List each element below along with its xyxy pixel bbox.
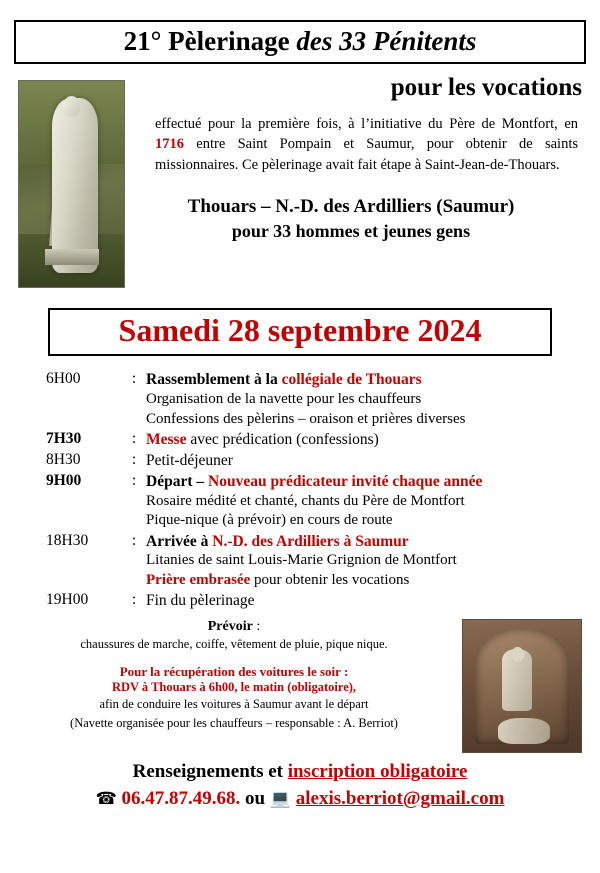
schedule-row (14, 472, 586, 531)
telephone-icon: ☎ (95, 789, 117, 810)
title-text-part1: 21° Pèlerinage (123, 26, 297, 56)
schedule-row (14, 532, 586, 591)
schedule-colon: : (131, 471, 137, 489)
schedule-body (146, 532, 586, 591)
schedule-main-plain: Arrivée à (146, 532, 213, 550)
schedule-sub (146, 571, 586, 591)
schedule-time: 8H30 (46, 450, 81, 468)
recuperation-title: Pour la récupération des voitures le soir : (119, 663, 349, 679)
schedule-main (146, 472, 586, 492)
venue-line-2: pour 33 hommes et jeunes gens (231, 221, 471, 242)
schedule-time: 19H00 (46, 591, 89, 609)
venue-block (120, 194, 582, 244)
date-box (48, 308, 552, 356)
recuperation-line-3: afin de conduire les voitures à Saumur avant le départ (99, 696, 369, 711)
intro-paragraph (155, 114, 578, 176)
prevoir-title (18, 619, 450, 635)
schedule-main (146, 532, 586, 552)
title-text-italic: des 33 Pénitents (296, 26, 477, 56)
schedule-body (146, 430, 586, 450)
schedule-sub-plain: pour obtenir les vocations (250, 571, 410, 588)
footer-contacts (0, 788, 600, 811)
prevoir-title-text: Prévoir (207, 619, 253, 635)
schedule-sub: Pique-nique (à prévoir) en cours de route (146, 512, 393, 529)
statue-photo (18, 80, 125, 288)
recuperation-rdv: RDV à Thouars à 6h00, le matin (obligatoire), (111, 679, 357, 694)
event-date: Samedi 28 septembre 2024 (118, 312, 482, 349)
schedule-main (146, 370, 586, 390)
phone-number[interactable]: 06.47.87.49.68. (121, 788, 241, 810)
schedule-sub-red: Prière embrasée (146, 571, 251, 588)
chapel-statue-photo (462, 619, 582, 753)
schedule-time: 7H30 (46, 430, 82, 448)
statue-head (63, 96, 80, 117)
statue-base (45, 249, 99, 265)
photo-figure-lying (498, 718, 550, 744)
schedule-time: 9H00 (46, 471, 82, 489)
schedule-body (146, 451, 586, 471)
schedule-main-red: Messe (146, 431, 187, 449)
prevoir-title-colon: : (252, 619, 261, 635)
schedule-body (146, 591, 586, 611)
laptop-icon: 💻 (269, 789, 291, 810)
schedule-main-red: Nouveau prédicateur invité chaque année (208, 472, 483, 490)
prevoir-items: chaussures de marche, coiffe, vêtement de pluie, pique nique. (80, 637, 388, 652)
schedule-sub: Litanies de saint Louis-Marie Grignion de Montfort (146, 552, 457, 569)
schedule-colon: : (131, 450, 137, 468)
email-address[interactable]: alexis.berriot@gmail.com (295, 788, 505, 810)
schedule-row (14, 370, 586, 429)
schedule-main-red: N.-D. des Ardilliers à Saumur (212, 532, 409, 550)
page-title (20, 27, 580, 55)
schedule-main-plain: Rassemblement à la (146, 371, 282, 389)
venue-line-1: Thouars – N.-D. des Ardilliers (Saumur) (187, 195, 515, 217)
footer-headline (0, 761, 600, 784)
registration-link[interactable]: inscription obligatoire (287, 761, 468, 783)
intro-text-after: entre Saint Pompain et Saumur, pour obtenir de saints missionnaires. Ce pèlerinage avait fait étape à Saint-Jean-de-Thouars. (155, 136, 578, 173)
page-subtitle: pour les vocations (390, 74, 582, 102)
schedule-main-plain: avec prédication (confessions) (186, 431, 379, 449)
schedule-colon: : (131, 531, 137, 549)
contact-footer (0, 761, 600, 811)
schedule-list (14, 370, 586, 611)
schedule-colon: : (131, 430, 137, 448)
schedule-row (14, 591, 586, 611)
schedule-main: Fin du pèlerinage (146, 592, 255, 610)
schedule-sub: Confessions des pèlerins – oraison et prières diverses (146, 410, 466, 427)
schedule-row (14, 430, 586, 450)
schedule-time: 6H00 (46, 370, 81, 388)
schedule-colon: : (131, 370, 137, 388)
schedule-main (146, 430, 586, 450)
schedule-colon: : (131, 591, 137, 609)
photo-figure-head (511, 647, 524, 662)
footer-headline-plain: Renseignements et (132, 761, 288, 783)
recuperation-line-4: (Navette organisée pour les chauffeurs – responsable : A. Berriot) (70, 715, 398, 730)
statue-figure (52, 98, 98, 273)
intro-text-before: effectué pour la première fois, à l’initiative du Père de Montfort, en (155, 115, 578, 132)
intro-year: 1716 (155, 136, 184, 153)
schedule-time: 18H30 (46, 531, 89, 549)
footer-ou: ou (240, 788, 270, 810)
header-section (0, 74, 600, 294)
schedule-sub: Rosaire médité et chanté, chants du Père de Montfort (146, 492, 465, 509)
schedule-main-red: collégiale de Thouars (281, 371, 422, 389)
schedule-row (14, 451, 586, 471)
poster-title-box (14, 20, 586, 64)
schedule-body (146, 370, 586, 429)
schedule-main-plain: Départ – (146, 472, 208, 490)
schedule-body (146, 472, 586, 531)
schedule-sub: Organisation de la navette pour les chauffeurs (146, 391, 422, 408)
schedule-main: Petit-déjeuner (146, 451, 233, 469)
poster-page (0, 20, 600, 873)
prevoir-block (18, 619, 450, 732)
practical-info-section (0, 619, 600, 751)
